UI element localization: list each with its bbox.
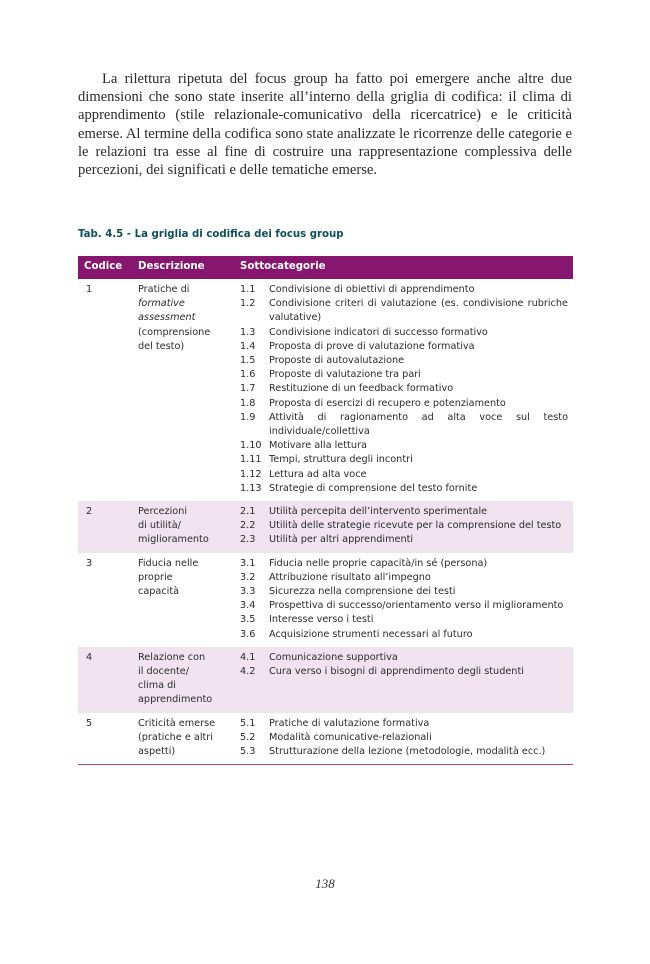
subcategory-number: 3.4 [240,600,256,612]
subcategory-text: Attività di ragionamento ad alta voce sul testo individuale/collettiva [269,411,568,438]
subcategory-item [240,599,568,613]
description-line: capacità [138,586,180,598]
cell-subcategories [240,505,573,548]
subcategory-number: 1.1 [240,284,256,295]
description-line: assessment [138,312,196,324]
subcategory-item [240,354,568,368]
description-line: aspetti) [138,746,176,758]
subcategory-item [240,482,568,496]
header-description: Descrizione [138,261,205,273]
subcategory-text: Acquisizione strumenti necessari al futuro [269,628,473,640]
description-line: il docente/ [138,666,189,678]
subcategory-number: 3.5 [240,614,256,626]
subcategory-item [240,505,568,519]
subcategory-number: 1.2 [240,298,256,310]
subcategory-item [240,585,568,599]
subcategory-item [240,297,568,325]
subcategory-number: 4.1 [240,651,256,663]
subcategory-number: 1.3 [240,326,256,338]
subcategory-text: Cura verso i bisogni di apprendimento degli studenti [269,666,524,678]
cell-subcategories [240,283,573,496]
description-line: Criticità emerse [138,717,216,729]
cell-code: 2 [86,506,93,518]
subcategory-item [240,453,568,467]
cell-code: 1 [86,284,93,295]
cell-subcategories [240,557,573,642]
table-row [78,279,573,501]
subcategory-text: Motivare alla lettura [269,440,367,452]
subcategory-item [240,368,568,382]
cell-subcategories [240,651,573,708]
subcategory-number: 1.5 [240,355,256,367]
description-line: del testo) [138,340,185,352]
subcategory-number: 5.3 [240,746,256,758]
subcategory-text: Prospettiva di successo/orientamento verso il miglioramento [269,600,564,612]
subcategory-item [240,326,568,340]
page-number: 138 [315,876,335,891]
cell-description [138,557,240,642]
subcategory-item [240,557,568,571]
subcategory-item [240,468,568,482]
table-body [78,279,573,765]
subcategory-text: Utilità percepita dell’intervento sperimentale [269,506,488,518]
cell-description [138,283,240,496]
subcategory-item [240,745,568,759]
subcategory-number: 1.9 [240,411,256,423]
description-line: miglioramento [138,534,209,546]
description-line: proprie [138,571,173,583]
subcategory-number: 1.12 [240,468,262,480]
subcategory-text: Pratiche di valutazione formativa [269,717,430,729]
cell-description [138,651,240,708]
subcategory-text: Condivisione criteri di valutazione (es. condivisione rubriche valutative) [269,298,568,324]
subcategory-text: Interesse verso i testi [269,614,374,626]
table-header-row [78,256,573,279]
subcategory-text: Proposta di esercizi di recupero e potenziamento [269,397,506,409]
table-row [78,647,573,713]
subcategory-item [240,519,568,533]
description-line: formative [138,298,185,310]
description-line: Percezioni [138,506,188,518]
subcategory-item [240,651,568,665]
subcategory-number: 5.1 [240,717,256,729]
subcategory-number: 1.13 [240,482,262,494]
subcategory-text: Fiducia nelle proprie capacità/in sé (persona) [269,557,488,569]
subcategory-number: 2.2 [240,520,256,532]
subcategory-item [240,533,568,547]
table-caption: Tab. 4.5 - La griglia di codifica dei focus group [78,229,344,240]
subcategory-text: Proposte di autovalutazione [269,355,405,367]
subcategory-text: Lettura ad alta voce [269,468,367,480]
subcategory-item [240,397,568,411]
subcategory-text: Restituzione di un feedback formativo [269,383,454,395]
subcategory-number: 1.10 [240,440,262,452]
description-line: clima di [138,680,177,692]
cell-description [138,717,240,760]
subcategory-number: 3.2 [240,571,256,583]
cell-code: 4 [86,651,93,663]
subcategory-item [240,283,568,297]
header-code: Codice [84,261,123,273]
subcategory-number: 3.6 [240,628,256,640]
subcategory-number: 4.2 [240,666,256,678]
subcategory-number: 2.3 [240,534,256,546]
subcategory-text: Modalità comunicative-relazionali [269,731,432,743]
intro-paragraph: La rilettura ripetuta del focus group ha fatto poi emergere anche altre due dimensioni che sono state inserite all’interno della griglia di codifica: il clima di apprendimento (stile relazionale-comunicativo della ricercatrice) e le criticità emerse. Al termine della codifica sono state analizzate le ricorrenze delle categorie e le relazioni tra esse al fine di costruire una rappresentazione complessiva delle percezioni, dei significati e delle tematiche emerse. [78,71,572,179]
subcategory-number: 1.11 [240,454,262,466]
subcategory-item [240,439,568,453]
subcategory-text: Strutturazione della lezione (metodologie, modalità ecc.) [269,746,546,758]
subcategory-text: Comunicazione supportiva [269,651,398,663]
subcategory-item [240,382,568,396]
subcategory-text: Proposte di valutazione tra pari [269,369,421,381]
table-row [78,553,573,647]
coding-grid-table [78,256,573,765]
cell-code: 5 [86,717,93,729]
subcategory-number: 1.4 [240,340,256,352]
subcategory-item [240,613,568,627]
description-line: Fiducia nelle [138,557,199,569]
subcategory-item [240,731,568,745]
description-line: (pratiche e altri [138,731,213,743]
table-row [78,501,573,553]
subcategory-text: Proposta di prove di valutazione formativa [269,340,475,352]
subcategory-number: 3.3 [240,586,256,598]
subcategory-number: 2.1 [240,506,256,518]
subcategory-text: Condivisione indicatori di successo formativo [269,326,488,338]
subcategory-text: Attribuzione risultato all’impegno [269,571,431,583]
subcategory-number: 1.7 [240,383,256,395]
subcategory-number: 1.6 [240,369,256,381]
subcategory-item [240,717,568,731]
subcategory-text: Sicurezza nella comprensione dei testi [269,586,456,598]
subcategory-text: Condivisione di obiettivi di apprendimento [269,284,475,295]
subcategory-item [240,340,568,354]
subcategory-text: Utilità per altri apprendimenti [269,534,414,546]
cell-code: 3 [86,557,93,569]
description-line: Pratiche di [138,284,190,295]
subcategory-text: Tempi, struttura degli incontri [269,454,413,466]
subcategory-item [240,571,568,585]
description-line: di utilità/ [138,520,181,532]
subcategory-item [240,411,568,439]
header-subcategories: Sottocategorie [240,261,326,273]
table-row [78,713,573,766]
subcategory-text: Utilità delle strategie ricevute per la comprensione del testo [269,520,562,532]
subcategory-text: Strategie di comprensione del testo fornite [269,482,478,494]
description-line: Relazione con [138,651,206,663]
subcategory-number: 5.2 [240,731,256,743]
description-line: (comprensione [138,326,211,338]
description-line: apprendimento [138,694,213,706]
subcategory-item [240,628,568,642]
subcategory-number: 3.1 [240,557,256,569]
cell-description [138,505,240,548]
cell-subcategories [240,717,573,760]
subcategory-item [240,665,568,679]
subcategory-number: 1.8 [240,397,256,409]
